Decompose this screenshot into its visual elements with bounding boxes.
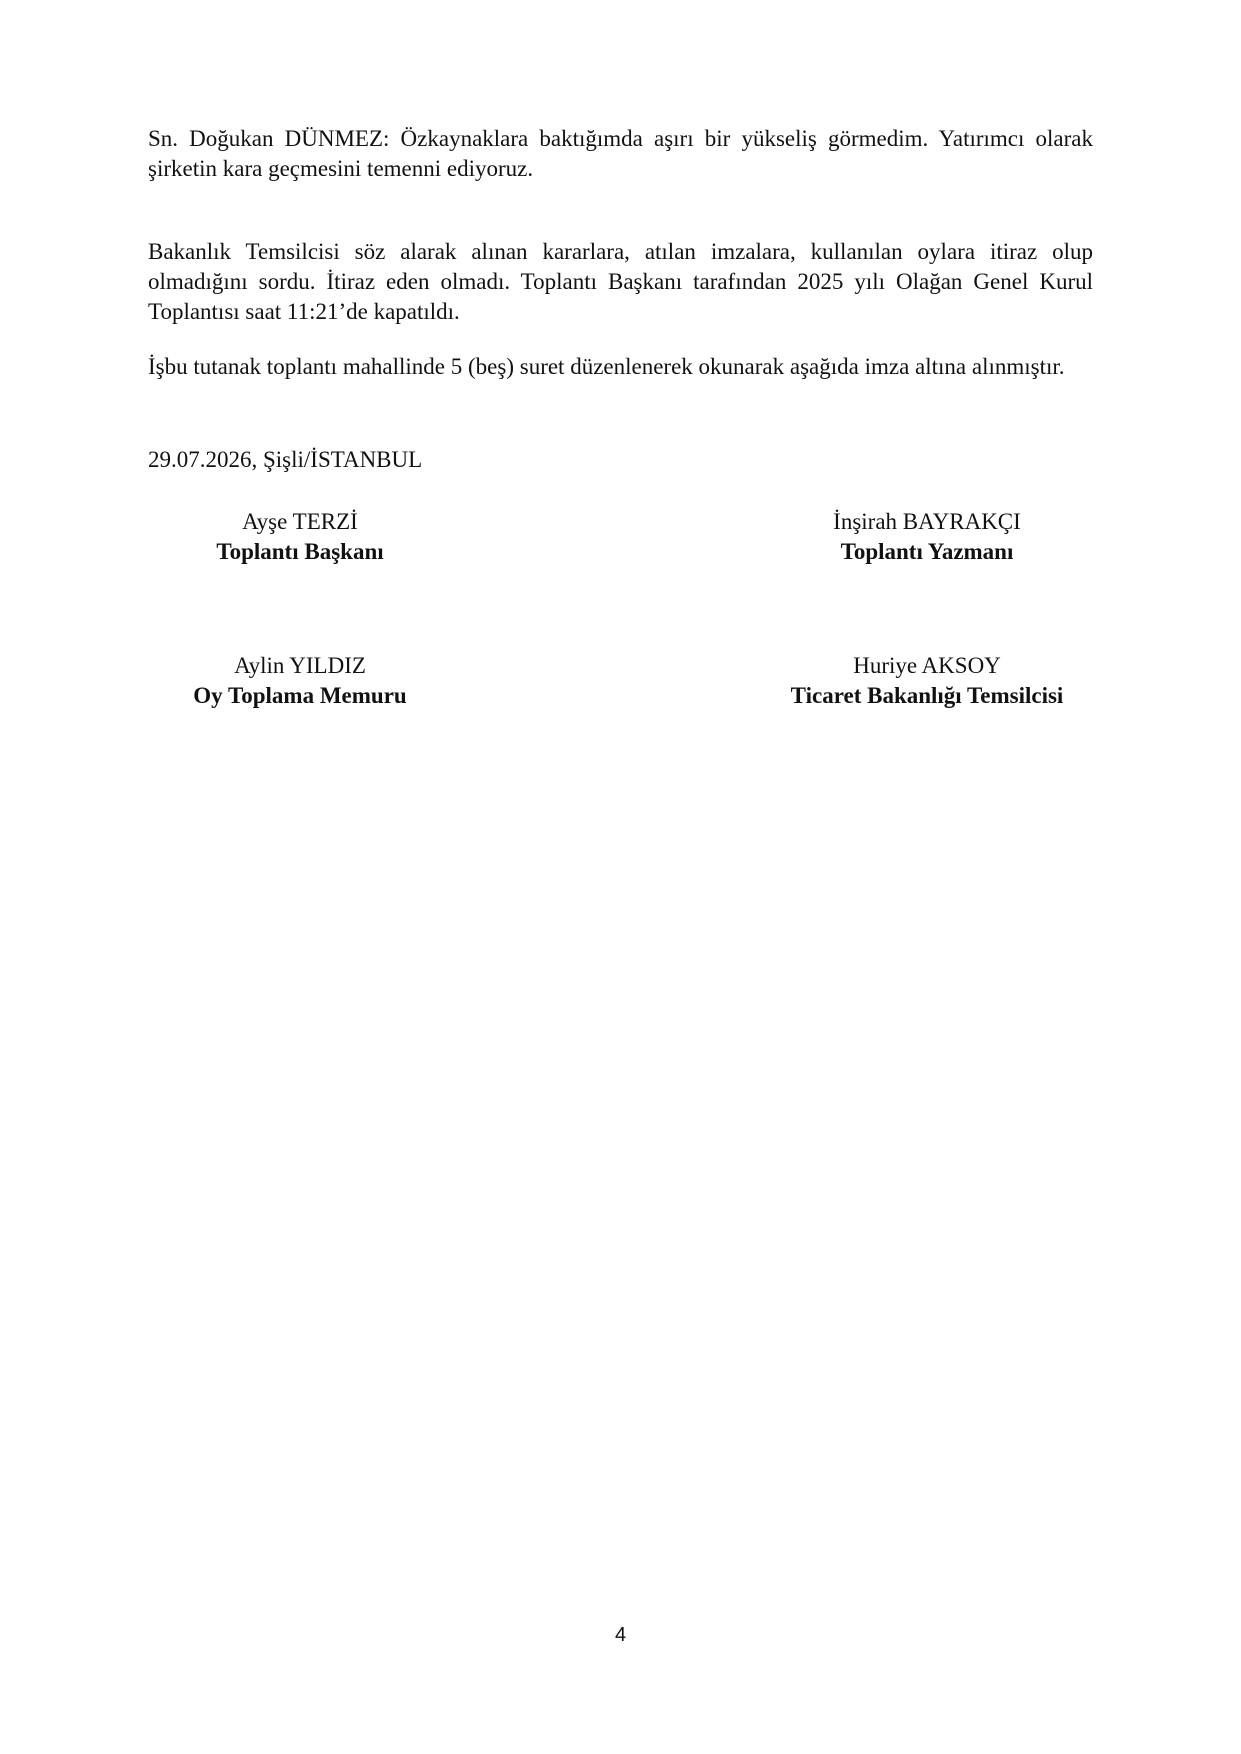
paragraph-meeting-closing: Bakanlık Temsilcisi söz alarak alınan kararlara, atılan imzalara, kullanılan oylara itiraz olup olmadığını sordu. İtiraz eden olmadı. Toplantı Başkanı tarafından 2025 yılı Olağan Genel Kurul Toplantısı saat 11:21’de kapatıldı. xyxy=(148,239,1093,324)
signatory-title: Toplantı Başkanı xyxy=(216,539,384,564)
signature-block-ministry-representative xyxy=(717,651,1137,711)
signature-block-vote-collector xyxy=(90,651,510,711)
signatory-name: İnşirah BAYRAKÇI xyxy=(833,509,1021,534)
signatory-name: Huriye AKSOY xyxy=(853,653,1001,678)
signature-block-secretary xyxy=(717,507,1137,567)
signatory-title: Ticaret Bakanlığı Temsilcisi xyxy=(790,683,1064,708)
signatory-title: Toplantı Yazmanı xyxy=(840,539,1014,564)
signatory-title: Oy Toplama Memuru xyxy=(193,683,407,708)
paragraph-shareholder-comment: Sn. Doğukan DÜNMEZ: Özkaynaklara baktığımda aşırı bir yükseliş görmedim. Yatırımcı olarak şirketin kara geçmesini temenni ediyoruz. xyxy=(148,126,1093,181)
signature-block-chair xyxy=(90,507,510,567)
place-and-date: 29.07.2026, Şişli/İSTANBUL xyxy=(148,447,423,472)
signatory-name: Aylin YILDIZ xyxy=(234,653,366,678)
paragraph-signature-statement: İşbu tutanak toplantı mahallinde 5 (beş) suret düzenlenerek okunarak aşağıda imza altına alınmıştır. xyxy=(148,354,1065,379)
page-number: 4 xyxy=(614,1624,627,1646)
signatory-name: Ayşe TERZİ xyxy=(242,509,358,534)
